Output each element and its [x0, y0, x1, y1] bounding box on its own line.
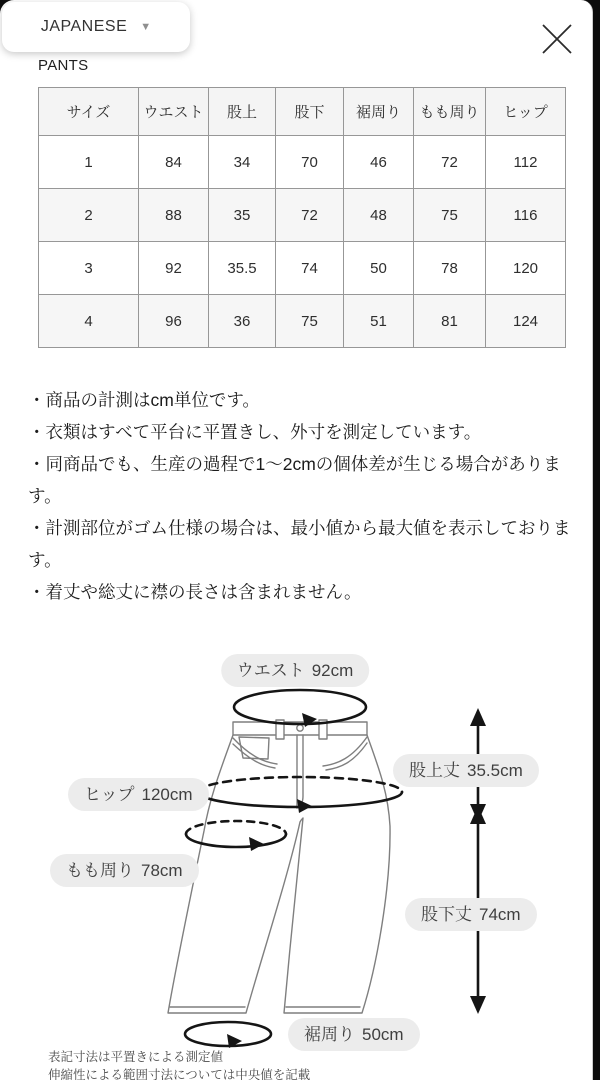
close-button[interactable]	[538, 20, 576, 58]
measurement-notes	[28, 384, 574, 608]
table-cell: 120	[486, 242, 566, 295]
measure-name: ヒップ	[84, 785, 135, 804]
measure-name: ウエスト	[236, 661, 305, 680]
table-cell: 35	[209, 189, 276, 242]
waist-measure-label	[221, 654, 370, 687]
table-cell: 3	[39, 242, 139, 295]
measure-value: 35.5cm	[467, 761, 523, 780]
table-cell: 92	[139, 242, 209, 295]
table-cell: 116	[486, 189, 566, 242]
table-cell: 81	[414, 295, 486, 348]
size-table	[38, 87, 566, 348]
rise-measure-label	[393, 754, 539, 787]
table-cell: 50	[344, 242, 414, 295]
measure-name: 股下丈	[421, 905, 472, 924]
measure-name: もも周り	[66, 861, 134, 880]
table-cell: 72	[276, 189, 344, 242]
column-header: ヒップ	[486, 88, 566, 136]
column-header: ウエスト	[139, 88, 209, 136]
column-header: もも周り	[414, 88, 486, 136]
column-header: サイズ	[39, 88, 139, 136]
table-cell: 34	[209, 136, 276, 189]
measure-value: 74cm	[479, 905, 521, 924]
table-cell: 88	[139, 189, 209, 242]
table-header-row	[39, 88, 566, 136]
table-cell: 74	[276, 242, 344, 295]
table-cell: 1	[39, 136, 139, 189]
hip-measure-label	[68, 778, 209, 811]
chevron-down-icon: ▼	[140, 21, 152, 33]
table-cell: 84	[139, 136, 209, 189]
note-line: ・計測部位がゴム仕様の場合は、最小値から最大値を表示しております。	[28, 518, 571, 570]
note-line: ・同商品でも、生産の過程で1〜2cmの個体差が生じる場合があります。	[28, 454, 561, 506]
hem-measure-label	[288, 1018, 420, 1051]
close-icon	[540, 22, 574, 56]
note-line: ・商品の計測はcm単位です。	[28, 390, 260, 410]
thigh-measure-label	[50, 854, 199, 887]
size-table-body	[39, 136, 566, 348]
column-header: 股上	[209, 88, 276, 136]
language-selector-button[interactable]	[2, 2, 190, 52]
pants-outline	[168, 720, 390, 1013]
column-header: 股下	[276, 88, 344, 136]
language-selector-label: JAPANESE	[40, 18, 128, 35]
table-cell: 51	[344, 295, 414, 348]
waist-measure-loop	[234, 690, 366, 724]
measure-name: 裾周り	[304, 1025, 355, 1044]
table-cell: 2	[39, 189, 139, 242]
measure-value: 92cm	[311, 661, 354, 680]
table-cell: 72	[414, 136, 486, 189]
table-cell: 35.5	[209, 242, 276, 295]
diagram-footnotes	[48, 1048, 310, 1080]
table-row	[39, 242, 566, 295]
table-cell: 124	[486, 295, 566, 348]
table-cell: 112	[486, 136, 566, 189]
table-row	[39, 189, 566, 242]
table-cell: 75	[414, 189, 486, 242]
column-header: 裾周り	[344, 88, 414, 136]
table-cell: 4	[39, 295, 139, 348]
table-row	[39, 136, 566, 189]
pants-measurement-diagram	[0, 636, 593, 1080]
table-cell: 96	[139, 295, 209, 348]
footnote-line: 表記寸法は平置きによる測定値	[48, 1050, 224, 1064]
table-cell: 75	[276, 295, 344, 348]
size-table-header	[39, 88, 566, 136]
hem-measure-loop	[185, 1022, 271, 1046]
note-line: ・着丈や総丈に襟の長さは含まれません。	[28, 582, 362, 602]
table-cell: 48	[344, 189, 414, 242]
measure-value: 50cm	[362, 1025, 404, 1044]
table-row	[39, 295, 566, 348]
inseam-measure-label	[405, 898, 537, 931]
table-cell: 78	[414, 242, 486, 295]
measure-value: 78cm	[141, 861, 183, 880]
note-line: ・衣類はすべて平台に平置きし、外寸を測定しています。	[28, 422, 482, 442]
table-cell: 46	[344, 136, 414, 189]
footnote-line: 伸縮性による範囲寸法については中央値を記載	[48, 1068, 311, 1080]
table-cell: 70	[276, 136, 344, 189]
page-title: PANTS	[38, 57, 89, 74]
table-cell: 36	[209, 295, 276, 348]
measure-value: 120cm	[141, 785, 193, 804]
measure-name: 股上丈	[409, 761, 460, 780]
